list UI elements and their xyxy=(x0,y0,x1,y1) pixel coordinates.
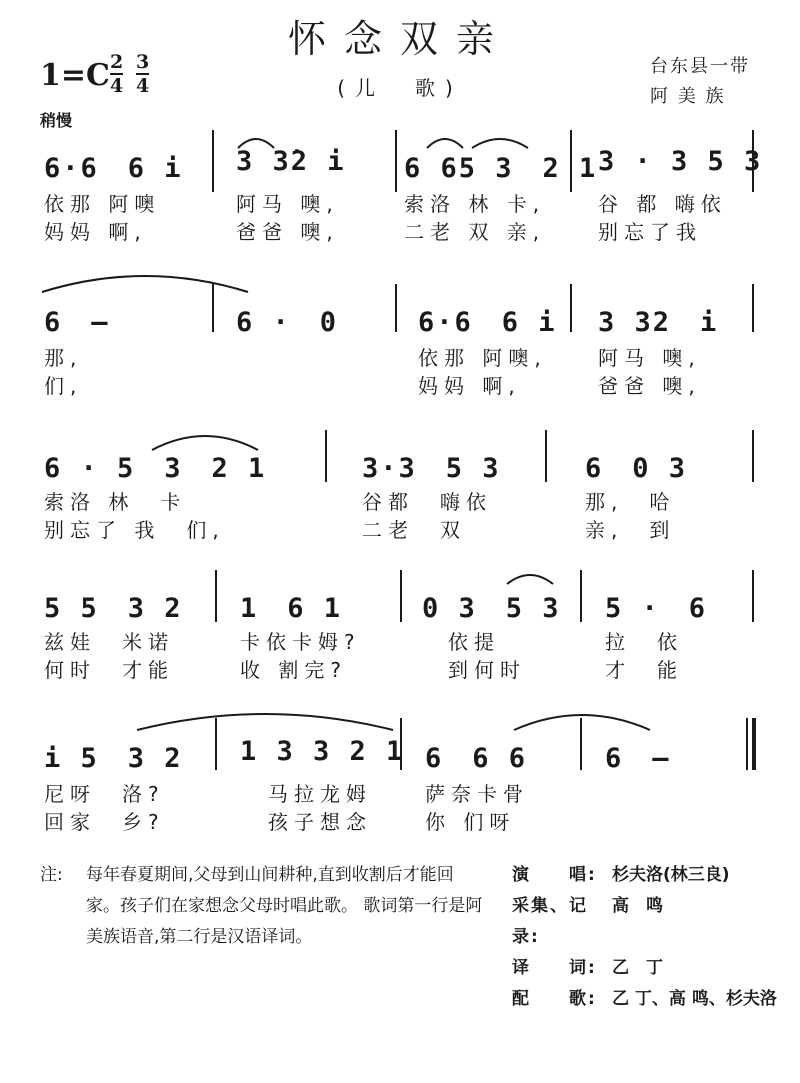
score-system-2 xyxy=(0,270,800,400)
slur-icon xyxy=(40,270,250,294)
key-signature: 1=C xyxy=(40,58,110,93)
lyric-line-1: 那, xyxy=(44,346,83,370)
credit-collector: 采集、记录: 高 鸣 xyxy=(512,896,663,947)
lyric-line-2: 别忘了我 xyxy=(598,220,702,244)
measure-notes: 1 3 3 2 1 xyxy=(240,736,405,767)
lyric-line-2: 妈妈 啊, xyxy=(44,220,147,244)
lyric-line-2: 何时 才能 xyxy=(44,658,174,682)
lyric-line-2: 爸爸 噢, xyxy=(236,220,339,244)
score-system-4 xyxy=(0,560,800,690)
lyric-line-1: 依那 阿噢 xyxy=(44,192,161,216)
measure-notes: 3 3̇2 i xyxy=(236,146,346,177)
tempo-marking: 稍慢 xyxy=(40,111,73,130)
score-system-1 xyxy=(0,130,800,260)
measure-notes: 6 6 6 xyxy=(425,743,528,774)
measure-notes: 6 – xyxy=(44,307,110,338)
time-signature-a: 2 4 xyxy=(110,51,124,97)
lyric-line-2: 你 们呀 xyxy=(425,810,516,834)
lyric-line-1: 萨奈卡骨 xyxy=(425,782,529,806)
lyric-line-1: 卡依卡姆? xyxy=(240,630,361,654)
lyric-line-2: 爸爸 噢, xyxy=(598,374,701,398)
song-title: 怀念双亲 xyxy=(287,17,512,61)
lyric-line-2: 亲, 到 xyxy=(585,518,676,542)
footnote-text: 每年春夏期间,父母到山间耕种,直到收割后才能回家。孩子们在家想念父母时唱此歌。 歌词第一行是阿美族语音,第二行是汉语译词。 xyxy=(86,865,483,947)
lyric-line-1: 阿马 噢, xyxy=(598,346,701,370)
song-origin xyxy=(650,52,750,112)
slur-icon xyxy=(512,708,652,732)
lyric-line-1: 那, 哈 xyxy=(585,490,676,514)
lyric-line-2: 孩子想念 xyxy=(268,810,372,834)
lyric-line-2: 二老 双 xyxy=(362,518,466,542)
score-system-5 xyxy=(0,700,800,840)
measure-notes: 3 32 i xyxy=(598,307,719,338)
measure-notes: 6 65 3 2 1 xyxy=(404,153,598,184)
lyric-line-2: 收 割完? xyxy=(240,658,347,682)
credit-translator: 译 词: 乙 丁 xyxy=(512,958,663,978)
lyric-line-1: 谷都 嗨依 xyxy=(362,490,492,514)
measure-notes: 5 · 6 xyxy=(605,593,708,624)
measure-notes: 6·6 6 i xyxy=(418,307,557,338)
lyric-line-1: 拉 依 xyxy=(605,630,683,654)
measure-notes: 5 5 3 2 xyxy=(44,593,183,624)
song-subtitle: (儿 歌) xyxy=(337,76,463,100)
origin-region: 台东县一带 xyxy=(650,56,750,77)
lyric-line-1: 依那 阿噢, xyxy=(418,346,547,370)
measure-notes: 6 – xyxy=(605,743,671,774)
measure-notes: 0 3 5 3 xyxy=(422,593,561,624)
time-signature-b: 3 4 xyxy=(136,51,150,97)
lyric-line-2: 到何时 xyxy=(448,658,526,682)
lyric-line-1: 兹娃 米诺 xyxy=(44,630,174,654)
measure-notes: 6 0 3 xyxy=(585,453,688,484)
lyric-line-2: 回家 乡? xyxy=(44,810,165,834)
origin-ethnicity: 阿 美 族 xyxy=(650,86,726,107)
lyric-line-2: 们, xyxy=(44,374,83,398)
lyric-line-2: 别忘了 我 们, xyxy=(44,518,225,542)
lyric-line-2: 妈妈 啊, xyxy=(418,374,521,398)
score-system-3 xyxy=(0,420,800,550)
credits xyxy=(512,860,792,1015)
slur-icon xyxy=(135,708,395,732)
measure-notes: 3 · 3 5 3 xyxy=(598,146,763,177)
lyric-line-1: 马拉龙姆 xyxy=(268,782,372,806)
slur-icon xyxy=(505,566,555,586)
lyric-line-1: 谷 都 嗨依 xyxy=(598,192,727,216)
measure-notes: 6 · 0 xyxy=(236,307,339,338)
measure-notes: 1 6 1 xyxy=(240,593,343,624)
measure-notes: 3·3 5 3 xyxy=(362,453,501,484)
lyric-line-2: 才 能 xyxy=(605,658,683,682)
lyric-line-1: 索洛 林 卡, xyxy=(404,192,546,216)
measure-notes: i 5 3 2 xyxy=(44,743,183,774)
lyric-line-2: 二老 双 亲, xyxy=(404,220,546,244)
lyric-line-1: 阿马 噢, xyxy=(236,192,339,216)
measure-notes: 6·6 6 i xyxy=(44,153,183,184)
measure-notes: 6 · 5 3 2 1 xyxy=(44,453,267,484)
credit-performer: 演 唱: 杉夫洛(林三良) xyxy=(512,865,730,885)
lyric-line-1: 依提 xyxy=(448,630,500,654)
lyric-line-1: 索洛 林 卡 xyxy=(44,490,187,514)
credit-arranger: 配 歌: 乙 丁、高 鸣、杉夫洛 xyxy=(512,989,777,1009)
footnote-label: 注: xyxy=(40,865,63,885)
lyric-line-1: 尼呀 洛? xyxy=(44,782,165,806)
